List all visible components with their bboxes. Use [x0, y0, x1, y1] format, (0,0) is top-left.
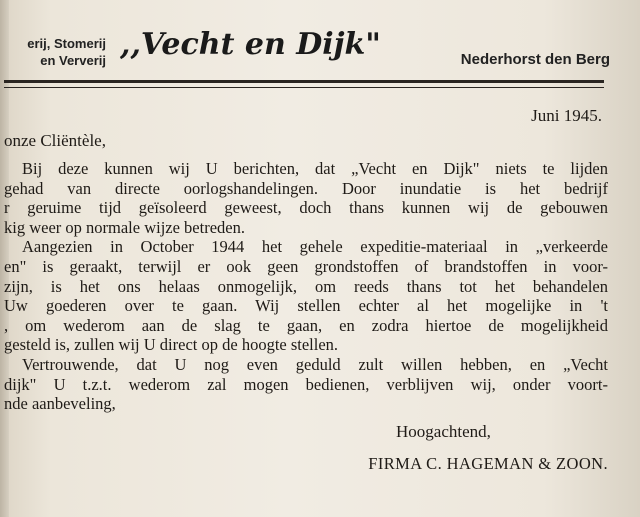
- body-line: kig weer op normale wijze betreden.: [4, 217, 245, 237]
- body-line: Bij deze kunnen wij U berichten, dat „Vecht en Dijk" niets te lijden: [22, 159, 608, 178]
- letterhead-services: [6, 35, 106, 69]
- letterhead-rule-thick: [4, 80, 604, 83]
- letter-salutation: onze Cliëntèle,: [4, 131, 106, 150]
- body-line: Aangezien in October 1944 het gehele expeditie-materiaal in „verkeerde: [22, 237, 608, 257]
- body-line: , om wederom aan de slag te gaan, en zodra hiertoe de mogelijkheid: [4, 315, 608, 335]
- body-line: en" is geraakt, terwijl er ook geen grondstoffen of brandstoffen in voor-: [4, 256, 608, 276]
- body-line: Vertrouwende, dat U nog even geduld zult willen hebben, en „Vecht: [22, 354, 608, 374]
- letterhead-services-line-1: erij, Stomerij: [27, 36, 106, 51]
- body-line: zijn, is het ons helaas onmogelijk, om reeds thans tot het behandelen: [4, 276, 608, 296]
- letter-signature: FIRMA C. HAGEMAN & ZOON.: [368, 454, 608, 473]
- body-line: dijk" U t.z.t. wederom zal mogen bedienen, verblijven wij, onder voort-: [4, 374, 608, 394]
- letterhead-services-line-2: en Ververij: [40, 53, 106, 68]
- body-line: nde aanbeveling,: [4, 394, 116, 414]
- body-line: gehad van directe oorlogshandelingen. Door inundatie is het bedrijf: [4, 178, 608, 198]
- letterhead-brand: ,,Vecht en Dijk": [120, 27, 381, 62]
- letter-date: Juni 1945.: [531, 106, 602, 125]
- letter-closing: Hoogachtend,: [396, 422, 491, 441]
- letter-body: [4, 159, 608, 414]
- body-line: gesteld is, zullen wij U direct op de hoogte stellen.: [4, 335, 339, 355]
- letterhead-place: Nederhorst den Berg: [460, 51, 610, 68]
- body-line: r geruime tijd geïsoleerd geweest, doch thans kunnen wij de gebouwen: [4, 198, 608, 218]
- body-line: Uw goederen over te gaan. Wij stellen echter al het mogelijke in 't: [4, 296, 608, 316]
- letterhead-rule-thin: [4, 87, 604, 88]
